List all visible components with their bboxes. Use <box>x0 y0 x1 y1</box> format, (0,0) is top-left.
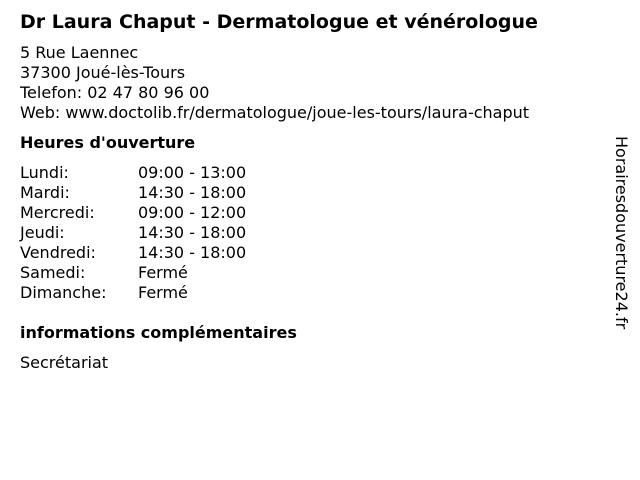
day-label: Mardi: <box>20 183 70 202</box>
time-value: Fermé <box>138 283 188 302</box>
time-value: 14:30 - 18:00 <box>138 183 247 202</box>
site-watermark: Horairesdouverture24.fr <box>612 136 631 330</box>
hours-row-tuesday <box>20 183 610 203</box>
hours-row-sunday <box>20 283 610 303</box>
additional-info-heading: informations complémentaires <box>20 323 297 342</box>
day-label: Samedi: <box>20 263 86 282</box>
website-link[interactable]: Web: www.doctolib.fr/dermatologue/joue-les-tours/laura-chaput <box>20 103 530 122</box>
hours-row-saturday <box>20 263 610 283</box>
hours-row-thursday <box>20 223 610 243</box>
time-value: 14:30 - 18:00 <box>138 223 247 242</box>
additional-info-text: Secrétariat <box>20 353 109 372</box>
day-label: Mercredi: <box>20 203 95 222</box>
time-value: 14:30 - 18:00 <box>138 243 247 262</box>
address-street: 5 Rue Laennec <box>20 43 139 62</box>
time-value: Fermé <box>138 263 188 282</box>
day-label: Lundi: <box>20 163 69 182</box>
hours-row-monday <box>20 163 610 183</box>
day-label: Jeudi: <box>20 223 65 242</box>
day-label: Dimanche: <box>20 283 107 302</box>
address-city: 37300 Joué-lès-Tours <box>20 63 186 82</box>
time-value: 09:00 - 13:00 <box>138 163 247 182</box>
hours-row-wednesday <box>20 203 610 223</box>
opening-hours-heading: Heures d'ouverture <box>20 133 196 152</box>
phone-number: Telefon: 02 47 80 96 00 <box>20 83 210 102</box>
time-value: 09:00 - 12:00 <box>138 203 247 222</box>
hours-row-friday <box>20 243 610 263</box>
day-label: Vendredi: <box>20 243 96 262</box>
practice-info-panel <box>20 10 610 373</box>
page-title: Dr Laura Chaput - Dermatologue et vénérologue <box>20 11 538 33</box>
opening-hours-table <box>20 163 610 303</box>
